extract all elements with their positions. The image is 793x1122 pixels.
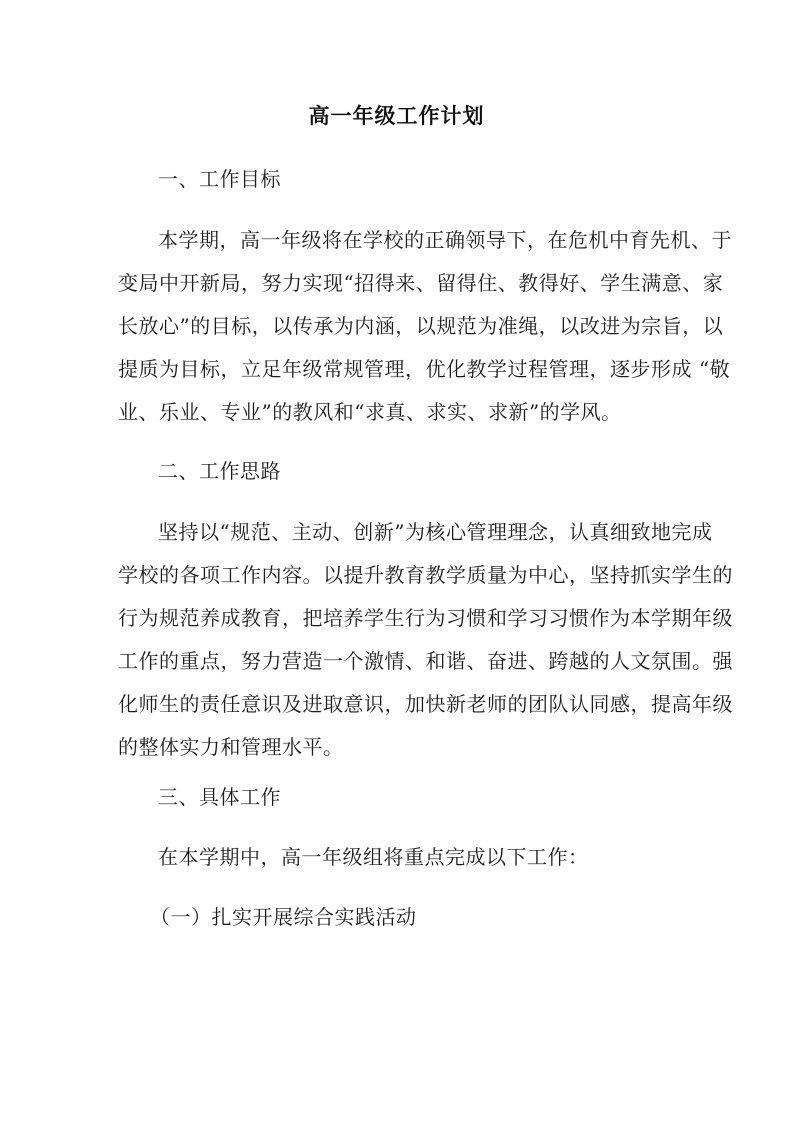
subsection-heading: （一）扎实开展综合实践活动 xyxy=(150,905,417,929)
section-heading-goals: 一、工作目标 xyxy=(158,167,281,191)
paragraph-line: 行为规范养成教育，把培养学生行为习惯和学习习惯作为本学期年级 xyxy=(118,606,733,630)
paragraph-line: 业、乐业、专业”的教风和“求真、求实、求新”的学风。 xyxy=(118,400,622,424)
paragraph-line: 工作的重点，努力营造一个激情、和谐、奋进、跨越的人文氛围。强 xyxy=(118,649,733,673)
paragraph-line: 长放心”的目标，以传承为内涵，以规范为准绳，以改进为宗旨，以 xyxy=(118,314,724,338)
paragraph-line: 在本学期中，高一年级组将重点完成以下工作： xyxy=(158,845,589,869)
paragraph-line: 坚持以“规范、主动、创新”为核心管理理念，认真细致地完成 xyxy=(158,520,713,544)
paragraph-line: 本学期，高一年级将在学校的正确领导下，在危机中育先机、于 xyxy=(158,228,732,252)
paragraph-line: 变局中开新局，努力实现“招得来、留得住、教得好、学生满意、家 xyxy=(118,271,724,295)
section-heading-specific-work: 三、具体工作 xyxy=(158,785,281,809)
paragraph-line: 化师生的责任意识及进取意识，加快新老师的团队认同感，提高年级 xyxy=(118,692,733,716)
document-title: 高一年级工作计划 xyxy=(308,103,485,128)
section-heading-approach: 二、工作思路 xyxy=(158,459,281,483)
paragraph-line: 提质为目标，立足年级常规管理，优化教学过程管理，逐步形成 “敬 xyxy=(118,357,731,381)
paragraph-line: 学校的各项工作内容。以提升教育教学质量为中心，坚持抓实学生的 xyxy=(118,563,733,587)
paragraph-line: 的整体实力和管理水平。 xyxy=(118,735,344,759)
